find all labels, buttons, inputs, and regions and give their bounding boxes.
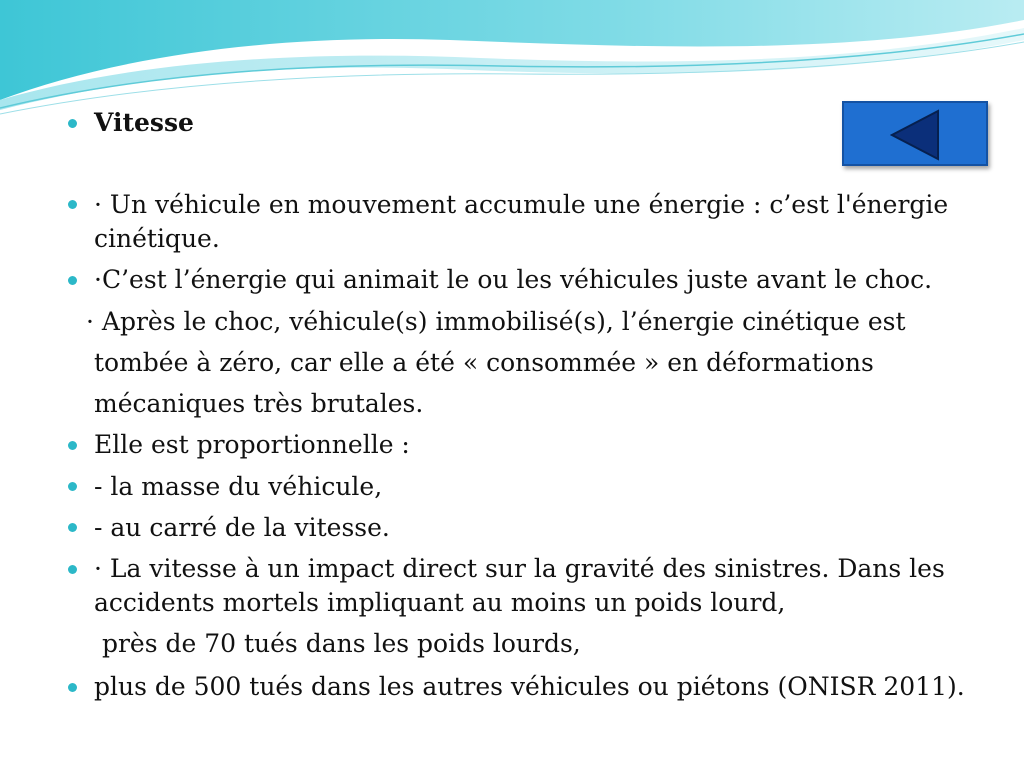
text-line: près de 70 tués dans les poids lourds, (94, 629, 581, 658)
back-button[interactable] (842, 101, 988, 166)
text-line: · Un véhicule en mouvement accumule une énergie : c’est l'énergie (94, 190, 949, 219)
text-line: Elle est proportionnelle : (94, 430, 410, 459)
bullet-icon (68, 482, 77, 491)
text-line: - au carré de la vitesse. (94, 513, 390, 542)
bullet-icon (68, 441, 77, 450)
bullet-icon (68, 276, 77, 285)
bullet-icon (68, 523, 77, 532)
text-line: tombée à zéro, car elle a été « consommée » en déformations (94, 348, 874, 377)
slide-title: Vitesse (94, 108, 194, 137)
text-line: mécaniques très brutales. (94, 389, 424, 418)
text-line: ·C’est l’énergie qui animait le ou les véhicules juste avant le choc. (94, 265, 933, 294)
text-line: - la masse du véhicule, (94, 472, 383, 501)
bullet-icon (68, 200, 77, 209)
text-line: plus de 500 tués dans les autres véhicules ou piétons (ONISR 2011). (94, 672, 965, 701)
bullet-icon (68, 683, 77, 692)
bullet-icon (68, 119, 77, 128)
text-line: cinétique. (94, 224, 220, 253)
text-line: · Après le choc, véhicule(s) immobilisé(s), l’énergie cinétique est (86, 307, 906, 336)
text-line: · La vitesse à un impact direct sur la gravité des sinistres. Dans les (94, 554, 945, 583)
text-line: accidents mortels impliquant au moins un poids lourd, (94, 588, 786, 617)
bullet-icon (68, 565, 77, 574)
left-triangle-icon (890, 109, 942, 161)
